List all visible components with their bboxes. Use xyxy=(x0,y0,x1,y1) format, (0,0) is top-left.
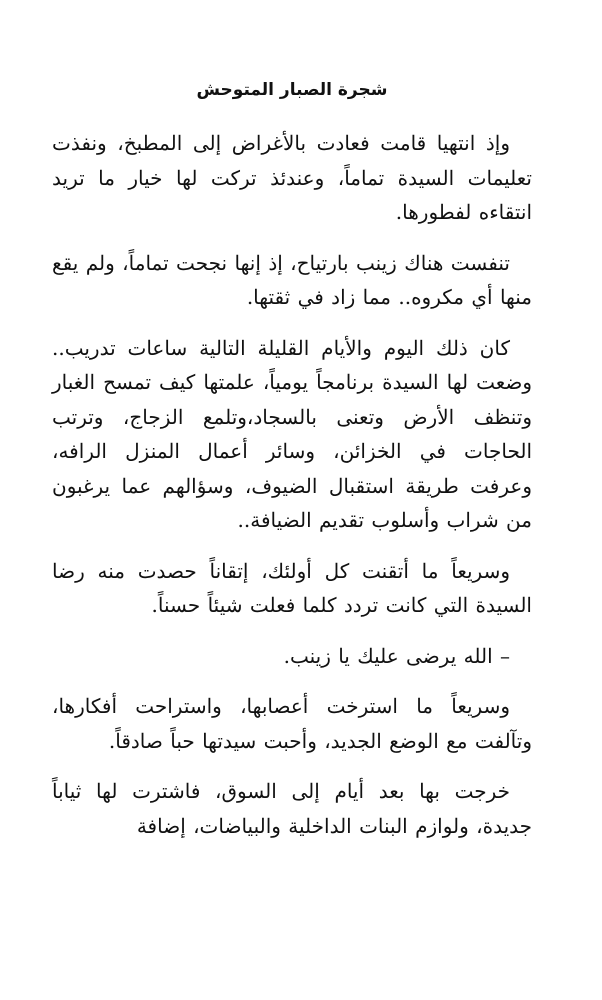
paragraph-1: وإذ انتهيا قامت فعادت بالأغراض إلى المطبخ، ونفذت تعليمات السيدة تماماً، وعندئذ تركت لها خيار ما تريد انتقاءه لفطورها. xyxy=(52,131,532,224)
dialogue-line: – الله يرضى عليك يا زينب. xyxy=(283,643,510,668)
paragraph-3: كان ذلك اليوم والأيام القليلة التالية ساعات تدريب.. وضعت لها السيدة برنامجاً يومياً، علمتها كيف تمسح الغبار وتنظف الأرض وتعنى بالسجاد،وتلمع الزجاج، وترتب الحاجات في الخزائن، وسائر أعمال المنزل الرافه، وعرفت طريقة استقبال الضيوف، وسؤالهم عما يرغبون من شراب وأسلوب تقديم الضيافة.. xyxy=(52,335,532,532)
paragraph-2: تنفست هناك زينب بارتياح، إذ إنها نجحت تماماً، ولم يقع منها أي مكروه.. مما زاد في ثقتها. xyxy=(52,250,532,309)
text-body xyxy=(52,126,532,843)
paragraph-5: وسريعاً ما استرخت أعصابها، واستراحت أفكارها، وتآلفت مع الوضع الجديد، وأحبت سيدتها حباً صادقاً. xyxy=(52,694,532,753)
paragraph-4: وسريعاً ما أتقنت كل أولئك، إتقاناً حصدت منه رضا السيدة التي كانت تردد كلما فعلت شيئاً حسناً. xyxy=(52,558,532,617)
paragraph-6: خرجت بها بعد أيام إلى السوق، فاشترت لها ثياباً جديدة، ولوازم البنات الداخلية والبياضات، إضافة xyxy=(52,779,532,838)
running-title: شجرة الصبار المتوحش xyxy=(196,80,388,100)
